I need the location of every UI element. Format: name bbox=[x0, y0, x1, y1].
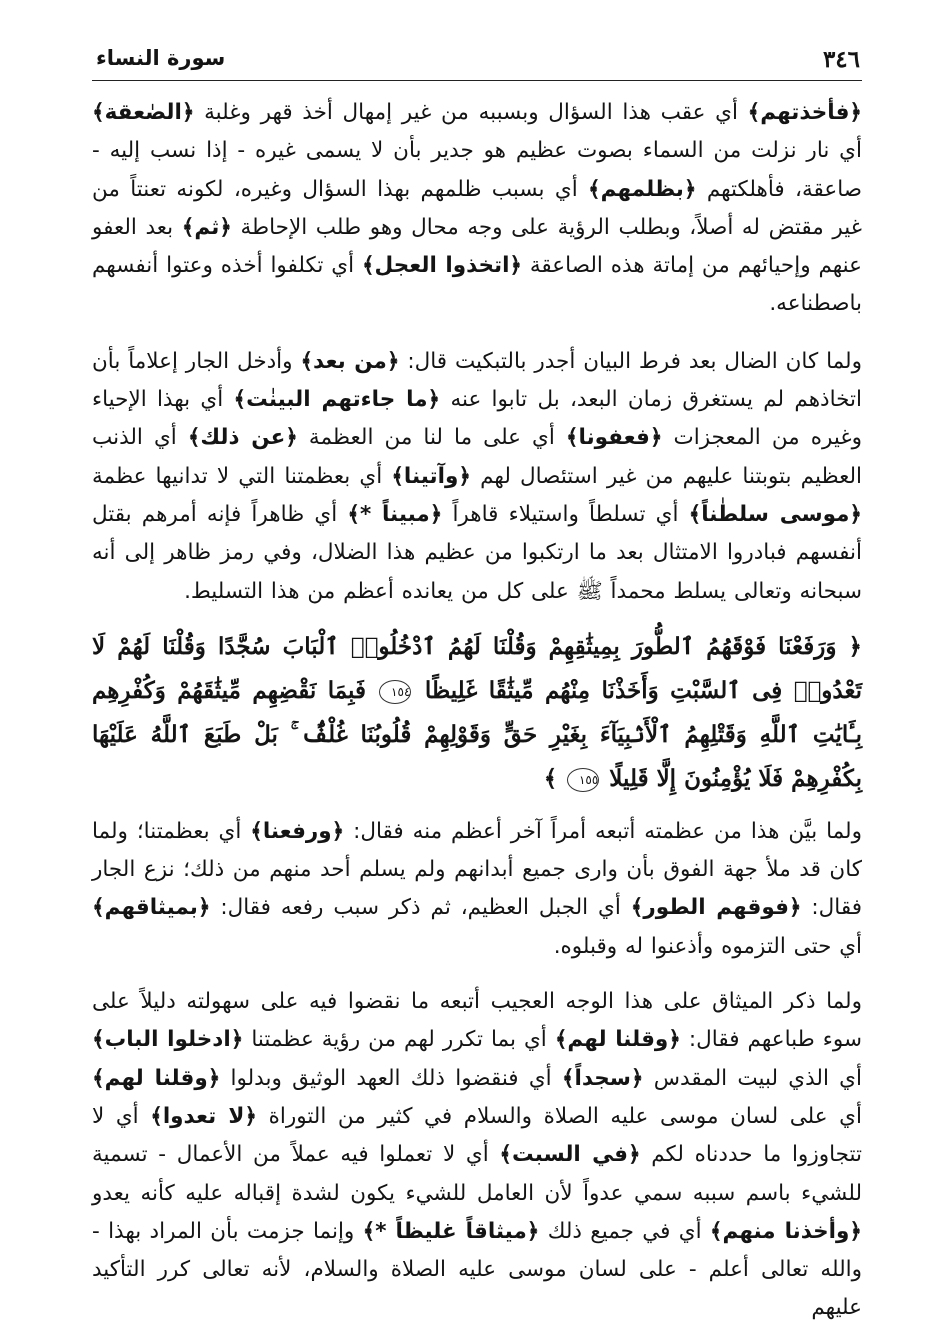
quoted-phrase: ﴿بظلمهم﴾ bbox=[588, 176, 697, 202]
quoted-phrase: ﴿وآتينا﴾ bbox=[391, 463, 471, 489]
quoted-phrase: ﴿فعفونا﴾ bbox=[565, 425, 663, 451]
quoted-phrase: ﴿موسى سلطٰناً﴾ bbox=[688, 501, 862, 527]
quoted-phrase: ﴿ادخلوا الباب﴾ bbox=[92, 1027, 244, 1053]
quoted-phrase: ﴿فوقهم الطور﴾ bbox=[630, 895, 802, 921]
quoted-phrase: ﴿مبيناً *﴾ bbox=[347, 501, 443, 527]
text-run: أي لا تتجاوزوا ما حددناه لكم bbox=[92, 1103, 862, 1168]
text-run: ولما ذكر الميثاق على هذا الوجه العجيب أتبعه ما نقضوا فيه على سهولته دليلاً على سوء طباعهم فقال: bbox=[92, 989, 862, 1053]
text-run: ﴿ وَرَفَعْنَا فَوْقَهُمُ ٱلطُّورَ بِمِيثَٰقِهِمْ وَقُلْنَا لَهُمُ ٱدْخُلُوا۟ ٱلْبَابَ سُجَّدًا وَقُلْنَا لَهُمْ لَا تَعْدُوا۟ فِى ٱلسَّبْتِ وَأَخَذْنَا مِنْهُم مِّيثَٰقًا غَلِيظًا bbox=[92, 632, 862, 704]
commentary-paragraph bbox=[92, 813, 862, 966]
commentary-paragraph bbox=[92, 343, 862, 611]
text-run: بعد العفو عنهم وإحيائهم من إماتة هذه الصاعقة bbox=[92, 214, 862, 279]
text-run: أي تكلفوا أخذه وعتوا أنفسهم باصطناعه. bbox=[92, 253, 862, 317]
text-run: وإنما جزمت بأن المراد بهذا - والله تعالى أعلم - على لسان موسى عليه الصلاة والسلام، لأنه تعالى كرر التأكيد عليهم bbox=[92, 1218, 862, 1321]
quoted-phrase: ﴿ما جاءتهم البينٰت﴾ bbox=[233, 387, 441, 413]
quoted-phrase: ﴿فأخذتهم﴾ bbox=[747, 100, 862, 125]
quoted-phrase: ﴿سجداً﴾ bbox=[561, 1065, 644, 1091]
body-text bbox=[92, 94, 862, 1328]
text-run: أي حتى التزموه وأذعنوا له وقبلوه. bbox=[553, 933, 862, 959]
ayah-number-marker: ١٥٥ bbox=[567, 768, 599, 792]
quoted-phrase: ﴿الصٰعقة﴾ bbox=[92, 100, 195, 125]
text-run: أي بعظمتنا؛ ولما كان قد ملأ جهة الفوق بأن وارى جميع أبدانهم ولم يسلم أحد منهم من ذلك؛ نزع الجار فقال: bbox=[92, 818, 862, 921]
quoted-phrase: ﴿وقلنا لهم﴾ bbox=[92, 1065, 221, 1091]
text-run: أي الجبل العظيم، ثم ذكر سبب رفعه فقال: bbox=[210, 895, 631, 921]
text-run: أي لا تعملوا فيه عملاً من الأعمال - تسمية للشيء باسم سببه سمي عدواً لأن العامل للشيء يكون لشدة إقباله عليه كأنه يعدو bbox=[92, 1142, 862, 1206]
running-title: سورة النساء bbox=[96, 46, 226, 70]
text-run: أي الذنب العظيم بتوبتنا عليهم من غير استئصال لهم bbox=[92, 425, 862, 489]
text-run: فَبِمَا نَقْضِهِم مِّيثَٰقَهُمْ وَكُفْرِهِم بِـَٔايَٰتِ ٱللَّهِ وَقَتْلِهِمُ ٱلْأَنۢبِيَآءَ بِغَيْرِ حَقٍّ وَقَوْلِهِمْ قُلُوبُنَا غُلْفٌۢ ۚ بَلْ طَبَعَ ٱللَّهُ عَلَيْهَا بِكُفْرِهِمْ فَلَا يُؤْمِنُونَ إِلَّا قَلِيلًا bbox=[92, 676, 862, 792]
quoted-phrase: ﴿لا تعدوا﴾ bbox=[150, 1103, 258, 1129]
text-run: أي في جميع ذلك bbox=[539, 1218, 710, 1244]
text-run: أي بهذا الإحياء وغيره من المعجزات bbox=[92, 387, 862, 451]
text-run: وأدخل الجار إعلاماً بأن اتخاذهم لم يستغرق زمان البعد، بل تابوا عنه bbox=[92, 348, 862, 413]
text-run: أي بما تكرر لهم من رؤية عظمتنا bbox=[243, 1027, 555, 1053]
text-run: ﴾ bbox=[543, 764, 566, 792]
quoted-phrase: ﴿من بعد﴾ bbox=[300, 348, 400, 374]
commentary-paragraph bbox=[92, 983, 862, 1328]
quoted-phrase: ﴿عن ذلك﴾ bbox=[187, 425, 298, 451]
quoted-phrase: ﴿ثم﴾ bbox=[181, 214, 232, 240]
quoted-phrase: ﴿بميثاقهم﴾ bbox=[92, 895, 211, 921]
quran-verse-block bbox=[92, 625, 862, 801]
text-run: ولما كان الضال بعد فرط البيان أجدر بالتبكيت قال: bbox=[399, 348, 862, 374]
quoted-phrase: ﴿في السبت﴾ bbox=[499, 1142, 641, 1168]
text-run: أي على ما لنا من العظمة bbox=[297, 425, 566, 451]
quoted-phrase: ﴿ميثاقاً غليظاً *﴾ bbox=[362, 1218, 540, 1244]
quoted-phrase: ﴿اتخذوا العجل﴾ bbox=[361, 253, 523, 279]
text-run: أي على لسان موسى عليه الصلاة والسلام في كثير من التوراة bbox=[257, 1103, 862, 1129]
text-run: أي تسلطاً واستيلاء قاهراً bbox=[442, 501, 689, 527]
commentary-paragraph bbox=[92, 94, 862, 324]
quoted-phrase: ﴿وأخذنا منهم﴾ bbox=[709, 1218, 862, 1244]
text-run: أي عقب هذا السؤال وبسببه من غير إمهال أخذ قهر وغلبة bbox=[194, 100, 748, 125]
ayah-number-marker: ١٥٤ bbox=[379, 680, 411, 704]
text-run: أي بعظمتنا التي لا تدانيها عظمة bbox=[92, 463, 392, 489]
text-run: أي فنقضوا ذلك العهد الوثيق وبدلوا bbox=[220, 1065, 562, 1091]
quoted-phrase: ﴿وقلنا لهم﴾ bbox=[554, 1027, 681, 1053]
text-run: أي نار نزلت من السماء بصوت عظيم هو جدير بأن لا يسمى غيره - إذا نسب إليه - صاعقة، فأهلكتهم bbox=[92, 138, 862, 202]
text-run: أي بسبب ظلمهم بهذا السؤال وغيره، لكونه تعنتاً من غير مقتض له أصلاً، وبطلب الرؤية على وجه محال وهو طلب الإحاطة bbox=[92, 176, 862, 240]
page-header bbox=[92, 40, 862, 81]
text-run: ولما بيَّن هذا من عظمته أتبعه أمراً آخر أعظم منه فقال: bbox=[344, 818, 862, 844]
text-run: أي الذي لبيت المقدس bbox=[643, 1065, 862, 1091]
text-run: أي ظاهراً فإنه أمرهم بقتل أنفسهم فبادروا الامتثال بعد ما ارتكبوا من عظيم هذا الضلال، وفي رمز ظاهر إلى أنه سبحانه وتعالى يسلط محمداً ﷺ على كل من يعانده أعظم من هذا التسليط. bbox=[92, 501, 862, 604]
quoted-phrase: ﴿ورفعنا﴾ bbox=[250, 818, 345, 844]
page-number: ٣٤٦ bbox=[822, 46, 860, 73]
